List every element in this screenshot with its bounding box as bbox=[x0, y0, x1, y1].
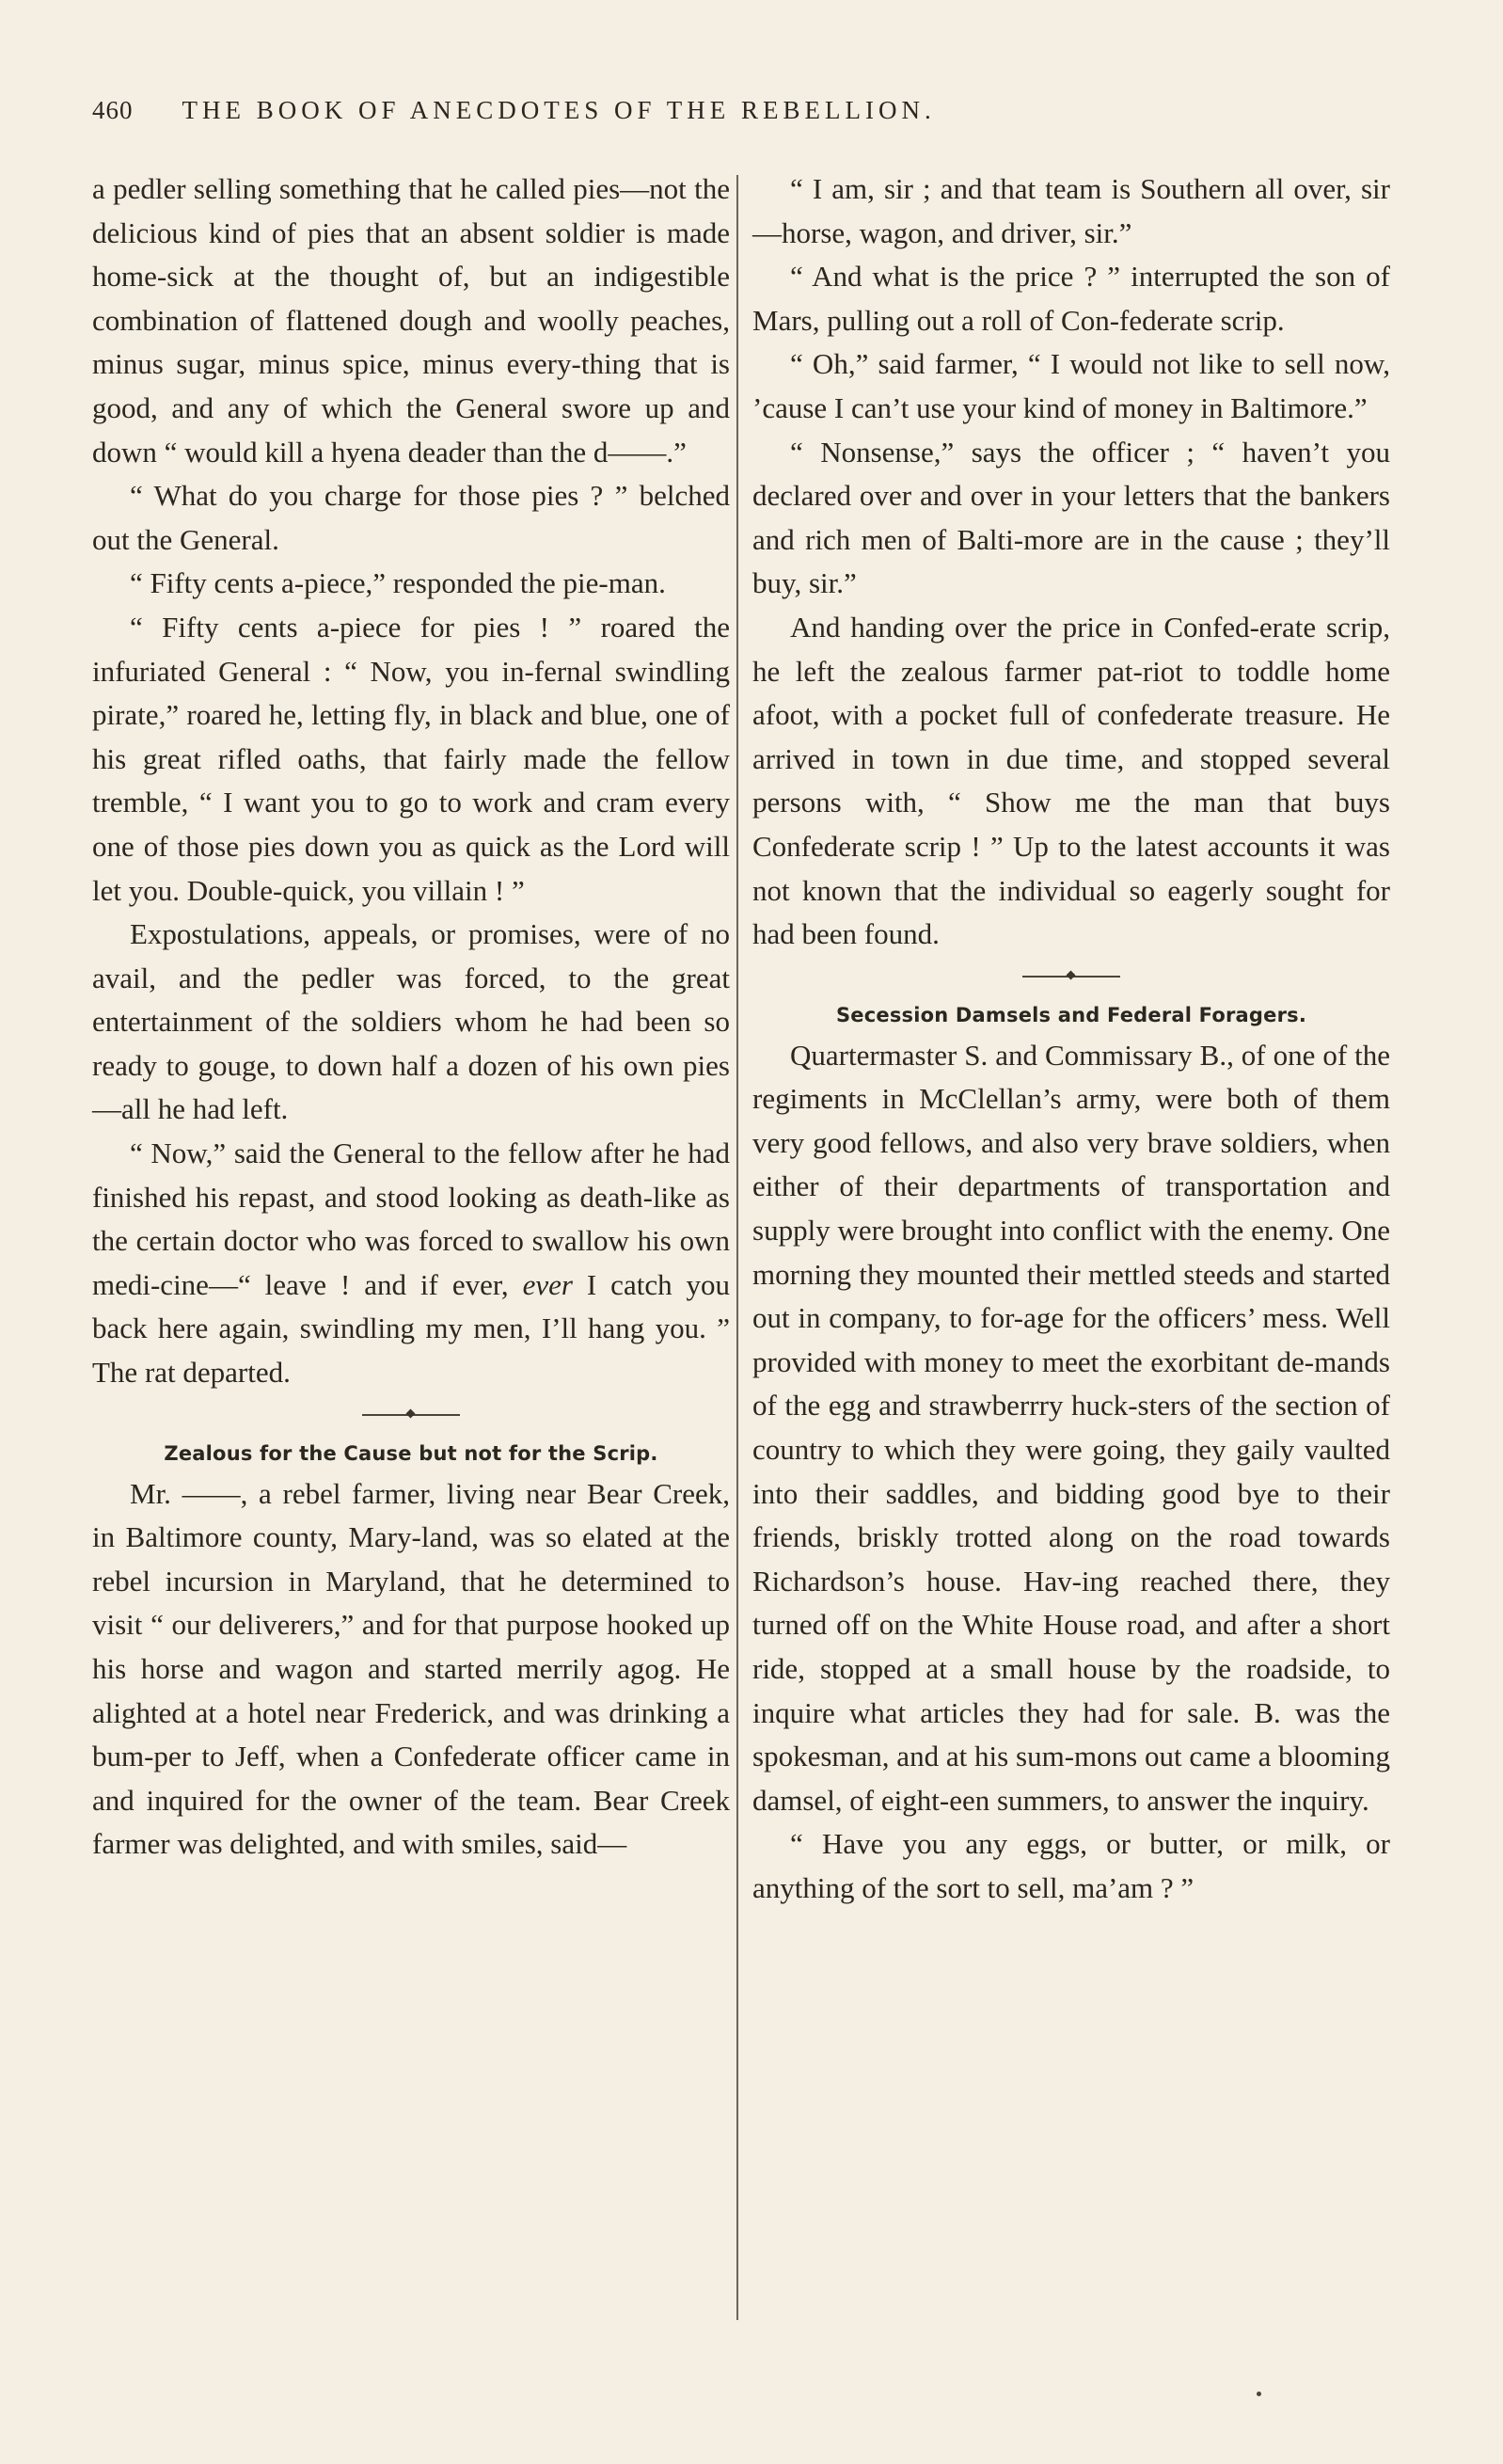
paragraph: a pedler selling something that he called pies—not the delicious kind of pies that an absent soldier is made home-sick at the thought of, but an indigestible combination of flattened dough and woolly peaches, minus sugar, minus spice, minus every-thing that is good, and any of which the General swore up and down “ would kill a hyena deader than the d——.” bbox=[92, 172, 730, 469]
paragraph: Mr. ——, a rebel farmer, living near Bear Creek, in Baltimore county, Mary-land, was so elated at the rebel incursion in Maryland, that he determined to visit “ our deliverers,” and for that purpose hooked up his horse and wagon and started merrily agog. He alighted at a hotel near Frederick, and was drinking a bum-per to Jeff, when a Confederate officer came in and inquired for the owner of the team. Bear Creek farmer was delighted, and with smiles, said— bbox=[92, 1476, 730, 1861]
right-column bbox=[752, 167, 1390, 1911]
paragraph-text: “ Now,” said the General to the fellow after he had finished his repast, and stood looking as death-like as the certain doctor who was forced to swallow his own medi-cine—“ leave ! and if ever, bbox=[92, 1137, 730, 1301]
running-title: THE BOOK OF ANECDOTES OF THE REBELLION. bbox=[182, 96, 936, 124]
section-heading: Secession Damsels and Federal Foragers. bbox=[835, 1003, 1307, 1026]
page-number: 460 bbox=[92, 96, 134, 124]
left-column bbox=[92, 167, 730, 1867]
column-divider bbox=[736, 175, 738, 2320]
stray-mark bbox=[1257, 2392, 1261, 2396]
paragraph: Quartermaster S. and Commissary B., of one of the regiments in McClellan’s army, were both of them very good fellows, and also very brave soldiers, when either of their departments of transportation and supply were brought into conflict with the enemy. One morning they mounted their mettled steeds and started out in company, to for-age for the officers’ mess. Well provided with money to meet the exorbitant de-mands of the egg and strawberrry huck-sters of the section of country to which they were going, they gaily vaulted into their saddles, and bidding good bye to their friends, briskly trotted along on the road towards Richardson’s house. Hav-ing reached there, they turned off on the White House road, and after a short ride, stopped at a small house by the roadside, to inquire what articles they had for sale. B. was the spokesman, and at his sum-mons out came a blooming damsel, of eight-een summers, to answer the inquiry. bbox=[752, 1038, 1390, 1817]
section-ornament bbox=[92, 1395, 730, 1435]
paragraph-text: I catch you back here again, swindling my men, I’ll hang you. ” The rat departed. bbox=[92, 1267, 731, 1390]
paragraph: “ Nonsense,” says the officer ; “ haven’t you declared over and over in your letters that the bankers and rich men of Balti-more are in the cause ; they’ll buy, sir.” bbox=[752, 435, 1390, 600]
paragraph bbox=[92, 1132, 730, 1395]
paragraph: And handing over the price in Confed-erate scrip, he left the zealous farmer pat-riot to toddle home afoot, with a pocket full of confederate treasure. He arrived in town in due time, and stopped several persons with, “ Show me the man that buys Confederate scrip ! ” Up to the latest accounts it was not known that the individual so eagerly sought for had been found. bbox=[752, 610, 1390, 951]
paragraph: Expostulations, appeals, or promises, were of no avail, and the pedler was forced, to the great entertainment of the soldiers whom he had been so ready to gouge, to down half a dozen of his own pies—all he had left. bbox=[92, 917, 730, 1126]
paragraph: “ Oh,” said farmer, “ I would not like to sell now, ’cause I can’t use your kind of money in Baltimore.” bbox=[752, 347, 1390, 424]
paragraph: “ And what is the price ? ” interrupted the son of Mars, pulling out a roll of Con-federate scrip. bbox=[752, 260, 1390, 337]
paragraph: “ Have you any eggs, or butter, or milk, or anything of the sort to sell, ma’am ? ” bbox=[752, 1827, 1390, 1904]
paragraph: “ Fifty cents a-piece,” responded the pie-man. bbox=[130, 566, 666, 600]
paragraph: “ Fifty cents a-piece for pies ! ” roared the infuriated General : “ Now, you in-fernal swindling pirate,” roared he, letting fly, in black and blue, one of his great rifled oaths, that fairly made the fellow tremble, “ I want you to go to work and cram every one of those pies down you as quick as the Lord will let you. Double-quick, you villain ! ” bbox=[92, 610, 730, 907]
paragraph: “ I am, sir ; and that team is Southern all over, sir—horse, wagon, and driver, sir.” bbox=[752, 172, 1390, 249]
running-header bbox=[92, 96, 1221, 125]
section-heading: Zealous for the Cause but not for the Scrip. bbox=[164, 1441, 658, 1465]
section-ornament bbox=[752, 957, 1390, 996]
paragraph: “ What do you charge for those pies ? ” belched out the General. bbox=[92, 479, 730, 556]
emphasis-text: ever bbox=[522, 1267, 573, 1301]
